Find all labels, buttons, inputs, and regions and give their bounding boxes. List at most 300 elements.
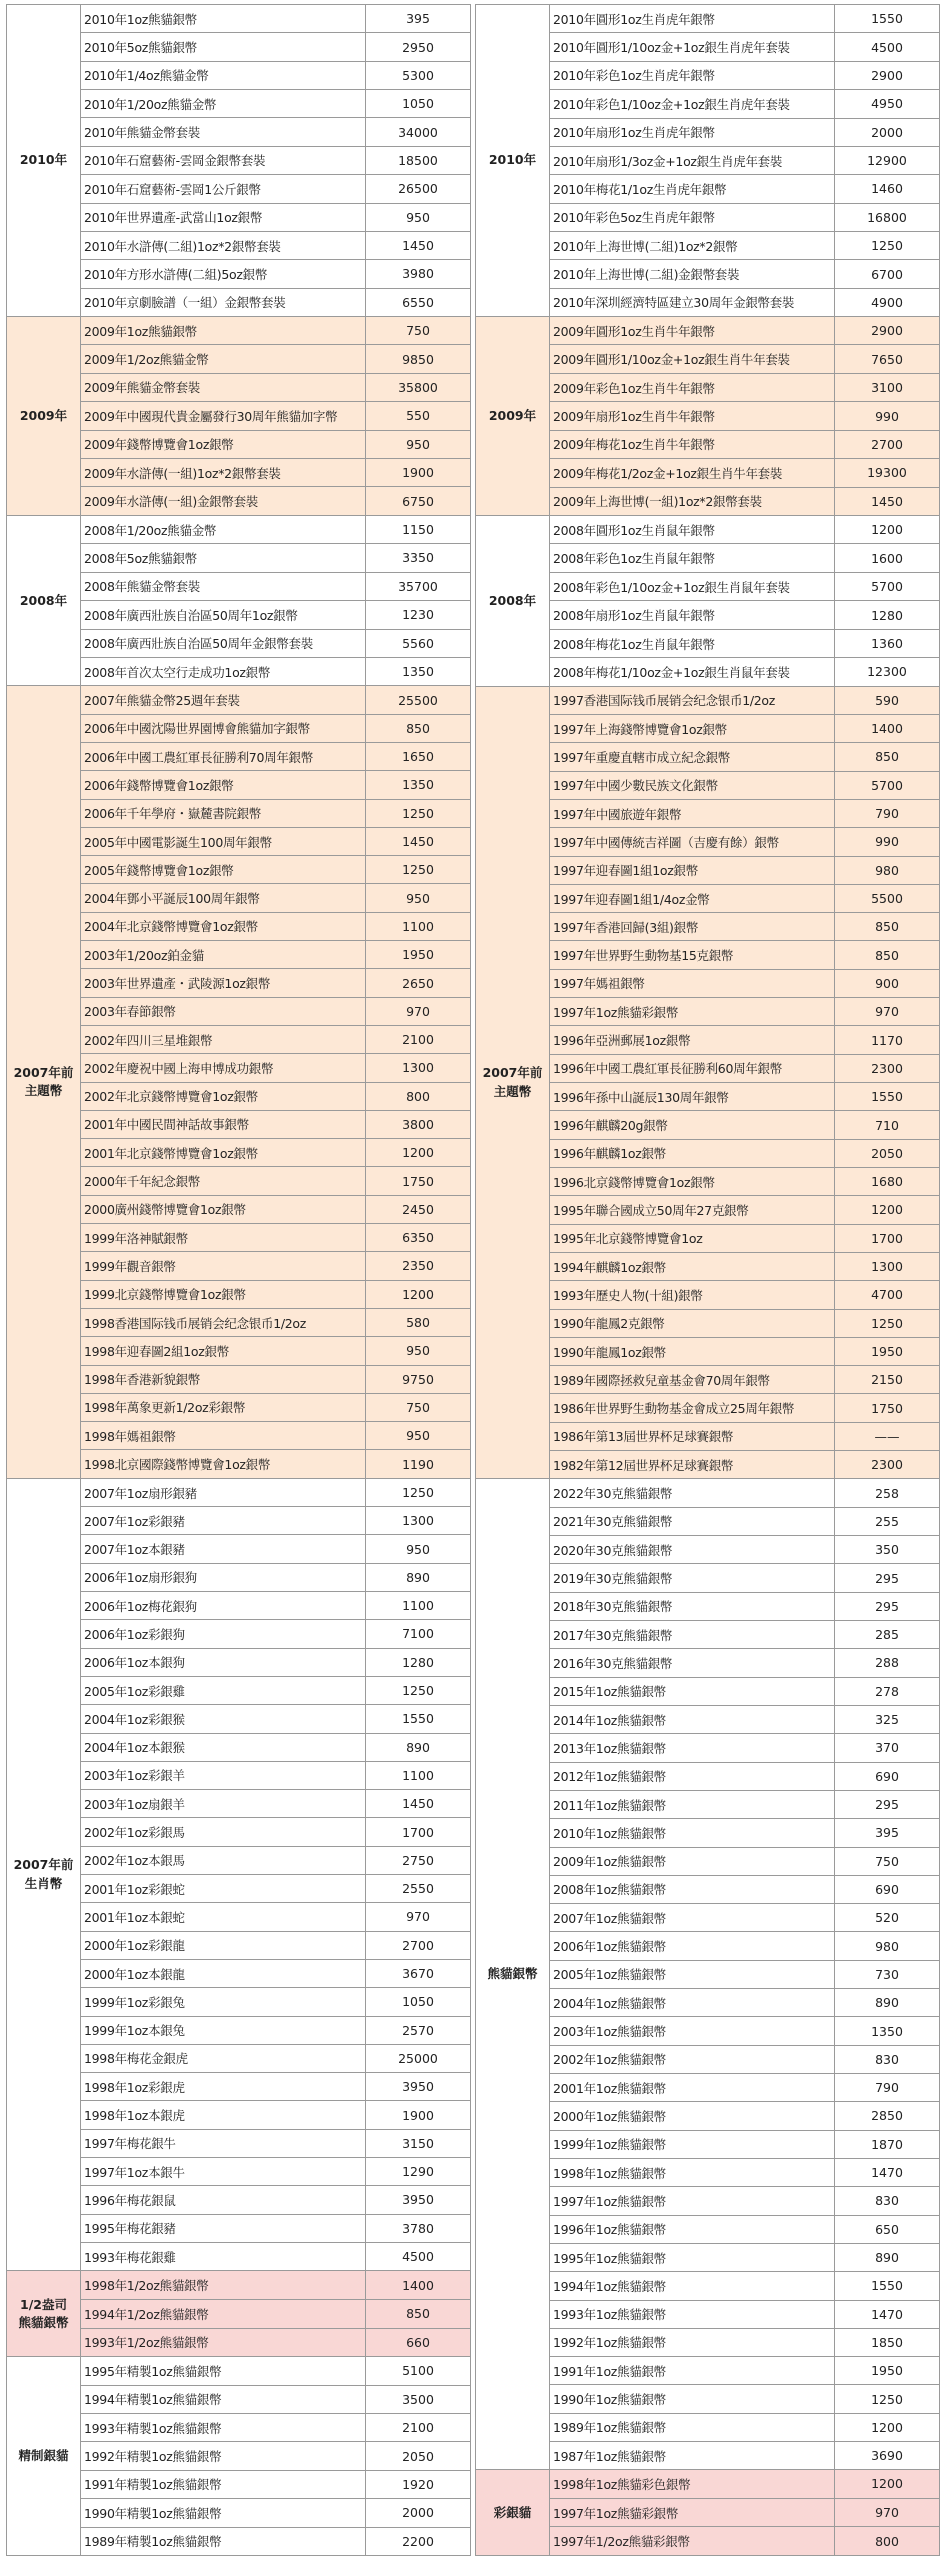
coin-price: 3500 (402, 2391, 434, 2407)
coin-price: 970 (406, 1909, 430, 1925)
coin-price: 890 (406, 1739, 430, 1755)
coin-name: 2008年5oz熊貓銀幣 (81, 544, 366, 571)
coin-name: 2009年水滸傳(一組)金銀幣套裝 (81, 487, 366, 514)
coin-name: 2001年1oz彩銀蛇 (81, 1875, 366, 1902)
coin-name: 2009年梅花1oz生肖牛年銀幣 (550, 431, 835, 458)
coin-name: 2007年1oz扇形銀豬 (81, 1479, 366, 1506)
coin-name: 2010年1/4oz熊貓金幣 (81, 62, 366, 89)
coin-name: 2010年水滸傳(二組)1oz*2銀幣套裝 (81, 232, 366, 259)
coin-name: 1995年1oz熊貓銀幣 (550, 2244, 835, 2271)
table-row (550, 1252, 939, 1280)
coin-name: 1992年1oz熊貓銀幣 (550, 2329, 835, 2356)
table-row (81, 89, 470, 117)
coin-name: 1989年1oz熊貓銀幣 (550, 2414, 835, 2441)
coin-price: 9850 (402, 351, 434, 367)
coin-name: 1997年梅花銀牛 (81, 2130, 366, 2157)
table-row (81, 1874, 470, 1902)
coin-price: 730 (875, 1966, 899, 1982)
coin-price: 1360 (871, 636, 903, 652)
table-row (81, 1195, 470, 1223)
coin-name: 2019年30克熊貓銀幣 (550, 1564, 835, 1591)
table-row (550, 1309, 939, 1337)
coin-price: 890 (406, 1569, 430, 1585)
coin-price: 5700 (871, 777, 903, 793)
table-row (550, 2101, 939, 2129)
coin-price: 3980 (402, 266, 434, 282)
coin-name: 1986年世界野生動物基金會成立25周年銀幣 (550, 1394, 835, 1421)
table-row (550, 1280, 939, 1308)
coin-name: 2001年中國民間神話故事銀幣 (81, 1111, 366, 1138)
table-row (81, 401, 470, 429)
category-label: 2009年 (476, 317, 550, 515)
table-row (550, 771, 939, 799)
table-row (81, 344, 470, 372)
coin-name: 2006年1oz本銀狗 (81, 1649, 366, 1676)
coin-price: 1100 (402, 918, 434, 934)
coin-name: 2004年1oz本銀猴 (81, 1734, 366, 1761)
category-group (6, 516, 471, 687)
coin-price: 4950 (871, 96, 903, 112)
coin-price: 1150 (402, 522, 434, 538)
coin-price: 1550 (871, 1089, 903, 1105)
table-row (81, 1082, 470, 1110)
table-row (81, 2157, 470, 2185)
coin-price: 850 (406, 2306, 430, 2322)
coin-price: 3800 (402, 1116, 434, 1132)
table-row (550, 714, 939, 742)
coin-price: 1450 (402, 834, 434, 850)
coin-price: 950 (406, 890, 430, 906)
coin-price: 2000 (871, 124, 903, 140)
table-row (81, 2498, 470, 2526)
table-row (81, 5, 470, 32)
table-row (550, 458, 939, 486)
coin-name: 1997年迎春圖1組1/4oz金幣 (550, 885, 835, 912)
table-row (81, 742, 470, 770)
coin-price: 2300 (871, 1457, 903, 1473)
coin-price: 2150 (871, 1372, 903, 1388)
coin-price: 650 (875, 2221, 899, 2237)
coin-name: 2010年上海世博(二組)1oz*2銀幣 (550, 232, 835, 259)
table-row (550, 912, 939, 940)
coin-name: 1997香港国际钱币展销会纪念银币1/2oz (550, 687, 835, 714)
coin-name: 1998年香港新貌銀幣 (81, 1366, 366, 1393)
coin-name: 2004年1oz彩銀猴 (81, 1705, 366, 1732)
coin-name: 1990年1oz熊貓銀幣 (550, 2385, 835, 2412)
table-row (550, 1847, 939, 1875)
coin-name: 2010年扇形1oz生肖虎年銀幣 (550, 119, 835, 146)
coin-name: 1997年中國傳統吉祥圖（吉慶有餘）銀幣 (550, 828, 835, 855)
coin-price: 2000 (402, 2505, 434, 2521)
coin-price: 750 (875, 1853, 899, 1869)
coin-price: 800 (875, 2533, 899, 2549)
table-row (81, 2385, 470, 2413)
table-row (81, 1648, 470, 1676)
table-row (550, 2271, 939, 2299)
coin-price: 2850 (871, 2108, 903, 2124)
table-row (81, 997, 470, 1025)
coin-name: 1997年媽祖銀幣 (550, 970, 835, 997)
table-row (81, 61, 470, 89)
coin-name: 2010年深圳經濟特區建立30周年金銀幣套裝 (550, 289, 835, 316)
table-row (550, 2356, 939, 2384)
coin-name: 1993年歷史人物(十組)銀幣 (550, 1281, 835, 1308)
table-row (550, 884, 939, 912)
coin-price: 520 (875, 1910, 899, 1926)
coin-name: 2000年1oz熊貓銀幣 (550, 2102, 835, 2129)
coin-name: 2003年1/20oz鉑金貓 (81, 941, 366, 968)
coin-name: 1998年迎春圖2組1oz銀幣 (81, 1337, 366, 1364)
coin-name: 1998年1oz熊貓銀幣 (550, 2159, 835, 2186)
table-row (550, 89, 939, 117)
coin-price: 980 (875, 1938, 899, 1954)
table-row (81, 1931, 470, 1959)
coin-name: 1996年亞洲郵展1oz銀幣 (550, 1026, 835, 1053)
category-group (475, 1479, 940, 2470)
table-row (550, 32, 939, 60)
coin-price: 950 (406, 1428, 430, 1444)
coin-price: 1550 (871, 11, 903, 27)
coin-name: 1997年中國旅遊年銀幣 (550, 800, 835, 827)
coin-name: 1998年1oz熊貓彩色銀幣 (550, 2470, 835, 2498)
category-label: 彩銀貓 (476, 2470, 550, 2555)
coin-name: 2010年熊貓金幣套裝 (81, 118, 366, 145)
table-row (81, 32, 470, 60)
coin-name: 2006年錢幣博覽會1oz銀幣 (81, 771, 366, 798)
category-group (6, 2271, 471, 2357)
coin-name: 2002年1oz本銀馬 (81, 1847, 366, 1874)
coin-price: 1200 (871, 2419, 903, 2435)
category-rows (81, 317, 470, 515)
table-row (550, 401, 939, 429)
coin-name: 2008年熊貓金幣套裝 (81, 573, 366, 600)
coin-price: 790 (875, 806, 899, 822)
table-row (550, 1762, 939, 1790)
table-row (550, 1648, 939, 1676)
coin-price: 2650 (402, 975, 434, 991)
coin-price: 830 (875, 2193, 899, 2209)
coin-price: 2200 (402, 2533, 434, 2549)
coin-price: 1750 (871, 1400, 903, 1416)
coin-name: 2009年熊貓金幣套裝 (81, 374, 366, 401)
coin-name: 2021年30克熊貓銀幣 (550, 1508, 835, 1535)
coin-price: 395 (875, 1825, 899, 1841)
table-row (550, 997, 939, 1025)
coin-name: 2009年扇形1oz生肖牛年銀幣 (550, 402, 835, 429)
coin-price: 950 (406, 209, 430, 225)
table-row (550, 629, 939, 657)
coin-name: 2001年1oz熊貓銀幣 (550, 2074, 835, 2101)
coin-name: 2022年30克熊貓銀幣 (550, 1479, 835, 1506)
coin-name: 2008年首次太空行走成功1oz銀幣 (81, 658, 366, 685)
table-row (81, 1449, 470, 1477)
table-row (81, 543, 470, 571)
coin-price: 1950 (402, 947, 434, 963)
coin-name: 2006年1oz梅花銀狗 (81, 1592, 366, 1619)
table-row (81, 1251, 470, 1279)
coin-name: 2014年1oz熊貓銀幣 (550, 1706, 835, 1733)
coin-name: 2020年30克熊貓銀幣 (550, 1536, 835, 1563)
table-row (81, 600, 470, 628)
coin-price: 288 (875, 1655, 899, 1671)
coin-price: 1350 (402, 664, 434, 680)
coin-price: 395 (406, 11, 430, 27)
category-group (6, 1479, 471, 2271)
coin-price: 1200 (871, 522, 903, 538)
coin-name: 2008年1/20oz熊貓金幣 (81, 516, 366, 543)
table-row (550, 1082, 939, 1110)
category-label: 2010年 (7, 5, 81, 316)
coin-name: 1999年1oz本銀兔 (81, 2017, 366, 2044)
coin-name: 1999年1oz彩銀兔 (81, 1988, 366, 2015)
coin-price: —— (874, 1428, 900, 1444)
table-row (550, 174, 939, 202)
table-row (550, 1988, 939, 2016)
coin-price: 580 (406, 1315, 430, 1331)
table-row (550, 2158, 939, 2186)
coin-price: 2900 (871, 67, 903, 83)
coin-name: 1994年麒麟1oz銀幣 (550, 1253, 835, 1280)
table-row (81, 1053, 470, 1081)
coin-price: 950 (406, 1343, 430, 1359)
coin-price: 1250 (402, 862, 434, 878)
coin-price: 990 (875, 834, 899, 850)
coin-price: 970 (875, 2505, 899, 2521)
coin-name: 2009年中國現代貴金屬發行30周年熊貓加字幣 (81, 402, 366, 429)
coin-name: 2006年1oz扇形銀狗 (81, 1564, 366, 1591)
table-row (550, 2328, 939, 2356)
category-group (6, 2357, 471, 2556)
coin-name: 2010年1oz熊貓銀幣 (550, 1819, 835, 1846)
coin-name: 2010年京劇臉譜（一組）金銀幣套裝 (81, 289, 366, 316)
coin-name: 2008年彩色1oz生肖鼠年銀幣 (550, 544, 835, 571)
coin-name: 1997年上海錢幣博覽會1oz銀幣 (550, 715, 835, 742)
table-row (81, 2072, 470, 2100)
coin-name: 2010年上海世博(二組)金銀幣套裝 (550, 260, 835, 287)
coin-name: 1996年麒麟20g銀幣 (550, 1111, 835, 1138)
table-row (81, 1280, 470, 1308)
coin-price: 5560 (402, 635, 434, 651)
coin-price: 7650 (871, 351, 903, 367)
category-group (475, 2470, 940, 2556)
coin-name: 1997年中國少數民族文化銀幣 (550, 772, 835, 799)
coin-name: 1997年重慶直轄市成立紀念銀幣 (550, 743, 835, 770)
coin-name: 1990年精製1oz熊貓銀幣 (81, 2499, 366, 2526)
coin-name: 1982年第12屆世界杯足球賽銀幣 (550, 1451, 835, 1478)
coin-price: 9750 (402, 1371, 434, 1387)
table-row (81, 1110, 470, 1138)
table-row (550, 2384, 939, 2412)
coin-name: 2009年1oz熊貓銀幣 (550, 1848, 835, 1875)
table-row (550, 1620, 939, 1648)
coin-name: 1996年1oz熊貓銀幣 (550, 2216, 835, 2243)
coin-name: 2009年上海世博(一組)1oz*2銀幣套裝 (550, 488, 835, 515)
table-row (81, 2242, 470, 2270)
coin-name: 2004年北京錢幣博覽會1oz銀幣 (81, 913, 366, 940)
table-row (81, 1563, 470, 1591)
coin-price: 6700 (871, 266, 903, 282)
category-group (475, 687, 940, 1480)
coin-price: 5500 (871, 891, 903, 907)
coin-price: 1300 (402, 1060, 434, 1076)
table-row (81, 827, 470, 855)
coin-name: 2006年中國工農紅軍長征勝利70周年銀幣 (81, 743, 366, 770)
coin-name: 2006年中國沈陽世界園博會熊貓加字銀幣 (81, 715, 366, 742)
table-row (81, 1817, 470, 1845)
table-row (550, 2498, 939, 2527)
table-row (550, 2045, 939, 2073)
table-row (550, 1507, 939, 1535)
table-row (550, 742, 939, 770)
table-row (81, 629, 470, 657)
table-row (550, 2186, 939, 2214)
coin-name: 2000年1oz彩銀龍 (81, 1932, 366, 1959)
coin-price: 1700 (871, 1230, 903, 1246)
table-row (550, 2470, 939, 2498)
table-row (81, 1166, 470, 1194)
coin-name: 1999年1oz熊貓銀幣 (550, 2131, 835, 2158)
coin-price: 6550 (402, 294, 434, 310)
table-row (81, 1761, 470, 1789)
category-group (475, 516, 940, 687)
table-row (550, 1139, 939, 1167)
coin-price: 1350 (871, 2023, 903, 2039)
coin-name: 2010年梅花1/1oz生肖虎年銀幣 (550, 175, 835, 202)
table-row (81, 2441, 470, 2469)
table-row (550, 856, 939, 884)
category-group (6, 4, 471, 317)
coin-name: 2010年彩色1oz生肖虎年銀幣 (550, 62, 835, 89)
table-row (550, 1563, 939, 1591)
coin-name: 2005年錢幣博覽會1oz銀幣 (81, 856, 366, 883)
coin-price: 2700 (402, 1937, 434, 1953)
category-label: 2008年 (7, 516, 81, 686)
coin-name: 2009年水滸傳(一組)1oz*2銀幣套裝 (81, 459, 366, 486)
coin-price: 1250 (402, 805, 434, 821)
coin-price: 278 (875, 1683, 899, 1699)
coin-price: 980 (875, 862, 899, 878)
category-rows (550, 2470, 939, 2555)
coin-price: 1050 (402, 1994, 434, 2010)
coin-price: 1170 (871, 1032, 903, 1048)
coin-price: 790 (875, 2080, 899, 2096)
coin-name: 1997年1oz熊貓銀幣 (550, 2187, 835, 2214)
coin-price: 2750 (402, 1852, 434, 1868)
category-group (475, 317, 940, 516)
coin-price: 1280 (402, 1654, 434, 1670)
table-row (81, 2470, 470, 2498)
coin-name: 1995年聯合國成立50周年27克銀幣 (550, 1196, 835, 1223)
coin-price: 295 (875, 1570, 899, 1586)
table-row (550, 1733, 939, 1761)
coin-name: 1999年洛神賦銀幣 (81, 1224, 366, 1251)
table-row (81, 1987, 470, 2015)
coin-price: 1200 (402, 1286, 434, 1302)
coin-name: 1997年1oz熊貓彩銀幣 (550, 998, 835, 1025)
coin-price: 850 (875, 749, 899, 765)
table-row (81, 572, 470, 600)
coin-name: 2017年30克熊貓銀幣 (550, 1621, 835, 1648)
coin-price: 4900 (871, 294, 903, 310)
table-row (81, 1619, 470, 1647)
table-row (81, 686, 470, 713)
coin-name: 2010年5oz熊貓銀幣 (81, 33, 366, 60)
table-row (550, 1450, 939, 1478)
coin-price: 1750 (402, 1173, 434, 1189)
table-row (81, 940, 470, 968)
coin-price: 3350 (402, 550, 434, 566)
table-row (81, 373, 470, 401)
coin-name: 1987年1oz熊貓銀幣 (550, 2442, 835, 2469)
table-row (550, 373, 939, 401)
coin-name: 2002年1oz熊貓銀幣 (550, 2046, 835, 2073)
coin-price: 1950 (871, 1344, 903, 1360)
table-row (81, 1676, 470, 1704)
coin-price: 4500 (402, 2249, 434, 2265)
table-row (81, 770, 470, 798)
coin-price: 2100 (402, 1032, 434, 1048)
category-rows (81, 2271, 470, 2356)
coin-name: 2008年圓形1oz生肖鼠年銀幣 (550, 516, 835, 543)
coin-name: 2004年1oz熊貓銀幣 (550, 1989, 835, 2016)
table-row (550, 657, 939, 685)
coin-name: 2010年方形水滸傳(二組)5oz銀幣 (81, 260, 366, 287)
table-row (81, 1846, 470, 1874)
table-row (81, 1138, 470, 1166)
coin-price: 1900 (402, 2107, 434, 2123)
coin-name: 2015年1oz熊貓銀幣 (550, 1678, 835, 1705)
coin-price: 1200 (871, 1202, 903, 1218)
coin-price: 1550 (402, 1711, 434, 1727)
coin-name: 1997年1/2oz熊貓彩銀幣 (550, 2527, 835, 2555)
table-row (81, 1789, 470, 1817)
left-price-column (6, 4, 471, 2556)
coin-price: 2900 (871, 323, 903, 339)
coin-price: 690 (875, 1768, 899, 1784)
coin-name: 1994年1oz熊貓銀幣 (550, 2272, 835, 2299)
table-row (81, 317, 470, 344)
coin-price: 750 (406, 323, 430, 339)
category-rows (550, 516, 939, 686)
coin-name: 2008年扇形1oz生肖鼠年銀幣 (550, 601, 835, 628)
coin-name: 2009年彩色1oz生肖牛年銀幣 (550, 374, 835, 401)
coin-price: 295 (875, 1797, 899, 1813)
table-row (550, 203, 939, 231)
table-row (81, 1421, 470, 1449)
category-label: 2007年前 主題幣 (476, 687, 550, 1479)
coin-name: 2011年1oz熊貓銀幣 (550, 1791, 835, 1818)
table-row (81, 458, 470, 486)
table-row (81, 146, 470, 174)
coin-price: 1250 (871, 238, 903, 254)
table-row (81, 2129, 470, 2157)
coin-name: 2005年1oz熊貓銀幣 (550, 1961, 835, 1988)
coin-price: 850 (406, 720, 430, 736)
category-rows (81, 2357, 470, 2555)
coin-name: 1997年世界野生動物基15克銀幣 (550, 941, 835, 968)
coin-price: 1400 (402, 2277, 434, 2293)
coin-name: 1998年媽祖銀幣 (81, 1422, 366, 1449)
coin-name: 1991年精製1oz熊貓銀幣 (81, 2471, 366, 2498)
category-rows (550, 1479, 939, 2469)
coin-name: 1995年精製1oz熊貓銀幣 (81, 2357, 366, 2384)
table-row (81, 799, 470, 827)
coin-price: 950 (406, 436, 430, 452)
coin-name: 2009年1/2oz熊貓金幣 (81, 345, 366, 372)
coin-name: 2010年彩色5oz生肖虎年銀幣 (550, 204, 835, 231)
coin-name: 1996年梅花銀鼠 (81, 2186, 366, 2213)
table-row (550, 827, 939, 855)
